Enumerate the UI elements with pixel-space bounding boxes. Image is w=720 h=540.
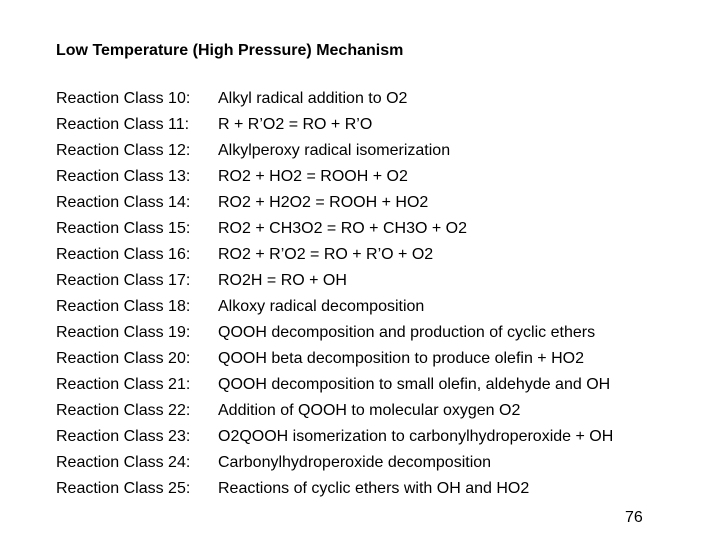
reaction-class-description: Reactions of cyclic ethers with OH and HO2 xyxy=(218,480,530,497)
reaction-class-row xyxy=(56,245,696,271)
reaction-class-row xyxy=(56,115,696,141)
reaction-class-label: Reaction Class 16: xyxy=(56,246,191,263)
reaction-class-label: Reaction Class 14: xyxy=(56,194,191,211)
reaction-class-description: RO2 + HO2 = ROOH + O2 xyxy=(218,168,408,185)
reaction-class-label: Reaction Class 25: xyxy=(56,480,191,497)
reaction-class-row xyxy=(56,193,696,219)
reaction-class-row xyxy=(56,219,696,245)
reaction-class-description: Addition of QOOH to molecular oxygen O2 xyxy=(218,402,521,419)
reaction-class-list xyxy=(56,89,696,505)
reaction-class-row xyxy=(56,297,696,323)
reaction-class-label: Reaction Class 12: xyxy=(56,142,191,159)
reaction-class-label: Reaction Class 21: xyxy=(56,376,191,393)
reaction-class-description: QOOH decomposition to small olefin, aldehyde and OH xyxy=(218,376,611,393)
reaction-class-label: Reaction Class 19: xyxy=(56,324,191,341)
reaction-class-description: RO2 + H2O2 = ROOH + HO2 xyxy=(218,194,429,211)
reaction-class-label: Reaction Class 22: xyxy=(56,402,191,419)
reaction-class-label: Reaction Class 17: xyxy=(56,272,191,289)
reaction-class-row xyxy=(56,271,696,297)
reaction-class-description: QOOH decomposition and production of cyclic ethers xyxy=(218,324,596,341)
reaction-class-row xyxy=(56,89,696,115)
reaction-class-label: Reaction Class 18: xyxy=(56,298,191,315)
reaction-class-row xyxy=(56,453,696,479)
reaction-class-description: Carbonylhydroperoxide decomposition xyxy=(218,454,492,471)
reaction-class-row xyxy=(56,349,696,375)
reaction-class-row xyxy=(56,323,696,349)
reaction-class-label: Reaction Class 13: xyxy=(56,168,191,185)
reaction-class-row xyxy=(56,141,696,167)
reaction-class-description: RO2H = RO + OH xyxy=(218,272,347,289)
reaction-class-description: RO2 + R’O2 = RO + R’O + O2 xyxy=(218,246,434,263)
reaction-class-description: Alkyl radical addition to O2 xyxy=(218,90,408,107)
reaction-class-label: Reaction Class 15: xyxy=(56,220,191,237)
reaction-class-row xyxy=(56,375,696,401)
reaction-class-description: Alkylperoxy radical isomerization xyxy=(218,142,451,159)
reaction-class-label: Reaction Class 20: xyxy=(56,350,191,367)
reaction-class-label: Reaction Class 23: xyxy=(56,428,191,445)
reaction-class-row xyxy=(56,401,696,427)
reaction-class-row xyxy=(56,167,696,193)
slide-title: Low Temperature (High Pressure) Mechanism xyxy=(56,42,404,59)
reaction-class-description: Alkoxy radical decomposition xyxy=(218,298,425,315)
reaction-class-description: O2QOOH isomerization to carbonylhydroperoxide + OH xyxy=(218,428,614,445)
reaction-class-label: Reaction Class 24: xyxy=(56,454,191,471)
reaction-class-row xyxy=(56,427,696,453)
reaction-class-description: RO2 + CH3O2 = RO + CH3O + O2 xyxy=(218,220,467,237)
reaction-class-row xyxy=(56,479,696,505)
reaction-class-label: Reaction Class 10: xyxy=(56,90,191,107)
page-number: 76 xyxy=(625,509,643,526)
reaction-class-description: R + R’O2 = RO + R’O xyxy=(218,116,373,133)
reaction-class-description: QOOH beta decomposition to produce olefin + HO2 xyxy=(218,350,584,367)
reaction-class-label: Reaction Class 11: xyxy=(56,116,190,133)
